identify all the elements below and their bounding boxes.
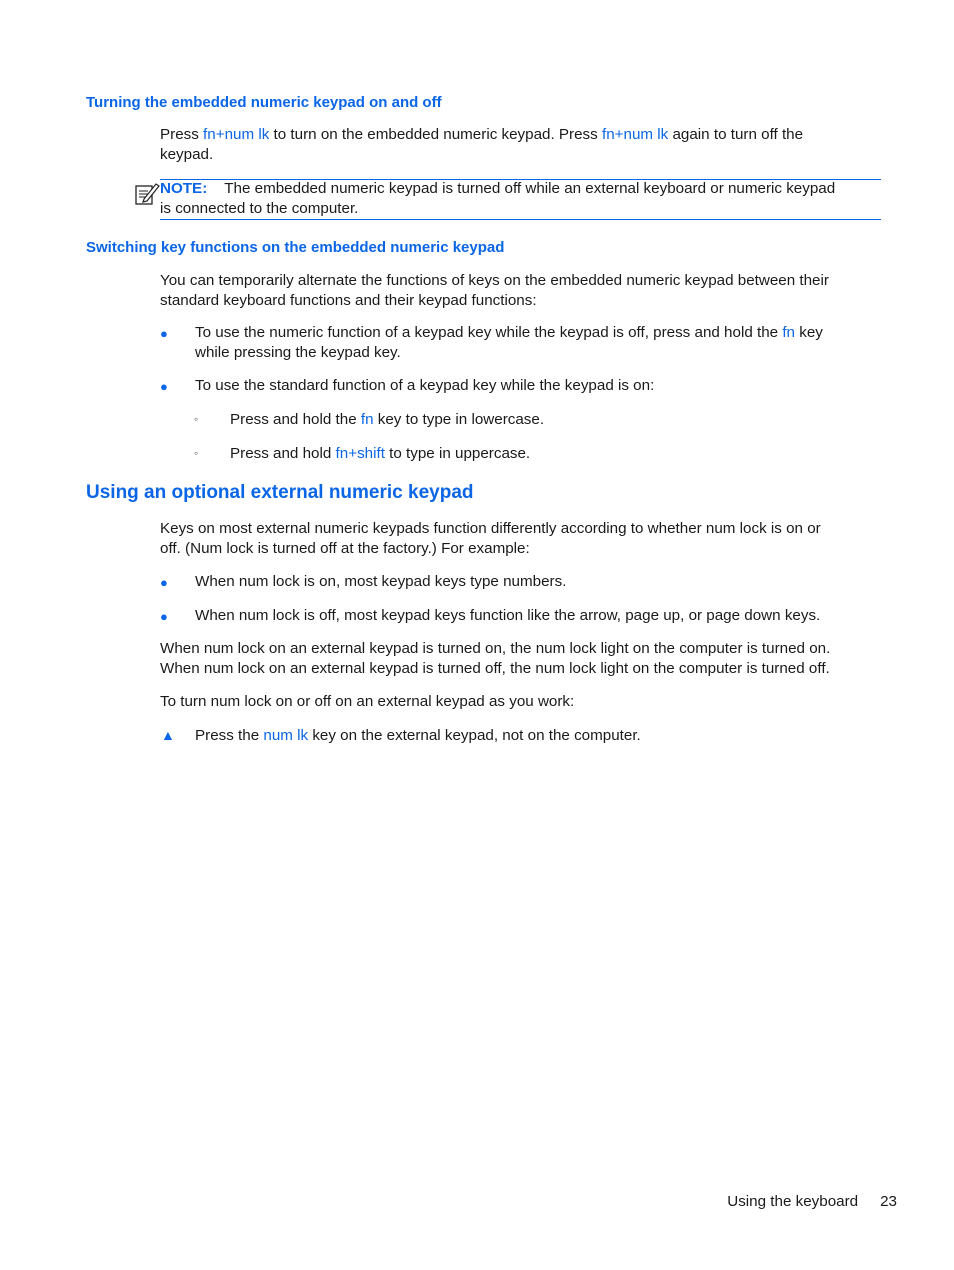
text: Press and hold: [230, 445, 336, 462]
note-pencil-icon: [134, 181, 160, 207]
key-num-lk: num lk: [263, 727, 309, 744]
paragraph-line: When num lock on an external keypad is turned off, the num lock light on the computer is turned off.: [160, 659, 830, 677]
note-line: is connected to the computer.: [160, 199, 359, 217]
text: Press and hold the: [230, 411, 361, 428]
text: Press the: [195, 727, 264, 744]
bullet-icon: ●: [160, 379, 168, 394]
bullet-icon: ●: [160, 575, 168, 590]
paragraph-line: keypad.: [160, 145, 214, 163]
key-fn: fn: [782, 324, 795, 341]
text: to type in uppercase.: [384, 445, 531, 462]
footer-section-title: Using the keyboard: [727, 1193, 859, 1210]
key-fn-numlk: fn+num lk: [203, 126, 270, 143]
text: Press: [160, 126, 204, 143]
text: The embedded numeric keypad is turned off while an external keyboard or numeric keypad: [224, 180, 836, 197]
sub-list-item: [230, 444, 880, 464]
key-fn-numlk: fn+num lk: [601, 126, 669, 143]
list-line: [195, 323, 880, 343]
paragraph-intro: [160, 271, 880, 310]
section-heading-turning-keypad: Turning the embedded numeric keypad on and off: [86, 94, 442, 111]
sub-bullet-icon: ◦: [194, 412, 199, 426]
bullet-icon: ●: [160, 609, 168, 624]
list-line: while pressing the keypad key.: [195, 343, 401, 361]
paragraph-external-intro: [160, 519, 880, 558]
bullet-icon: ●: [160, 326, 168, 341]
paragraph-line: Keys on most external numeric keypads function differently according to whether num lock is on or: [160, 520, 821, 537]
paragraph-press-fn-numlk: [160, 125, 880, 164]
list-item: When num lock is off, most keypad keys function like the arrow, page up, or page down keys.: [195, 607, 821, 624]
step-item: [195, 726, 880, 746]
paragraph-line: off. (Num lock is turned off at the factory.) For example:: [160, 539, 530, 557]
sub-bullet-icon: ◦: [194, 446, 199, 460]
text: again to turn off the: [668, 126, 804, 143]
key-fn: fn: [360, 411, 374, 428]
text: key: [795, 324, 823, 341]
paragraph-line: [160, 125, 880, 145]
text: key to type in lowercase.: [373, 411, 545, 428]
paragraph-line: standard keyboard functions and their keypad functions:: [160, 291, 537, 309]
paragraph-turn-numlock: To turn num lock on or off on an external keypad as you work:: [160, 693, 575, 710]
sub-list-item: [230, 410, 880, 430]
page-footer: [727, 1192, 897, 1212]
list-item: To use the standard function of a keypad key while the keypad is on:: [195, 377, 655, 394]
section-heading-switching-functions: Switching key functions on the embedded numeric keypad: [86, 239, 505, 256]
paragraph-line: You can temporarily alternate the functions of keys on the embedded numeric keypad between their: [160, 272, 829, 289]
step-triangle-icon: ▲: [161, 727, 175, 743]
text: key on the external keypad, not on the computer.: [308, 727, 641, 744]
note-text: [160, 179, 880, 218]
section-heading-external-keypad: Using an optional external numeric keypad: [86, 482, 474, 503]
list-item: When num lock is on, most keypad keys type numbers.: [195, 573, 567, 590]
paragraph-line: When num lock on an external keypad is turned on, the num lock light on the computer is turned on.: [160, 640, 831, 657]
note-line: [160, 179, 880, 199]
text: To use the numeric function of a keypad key while the keypad is off, press and hold the: [195, 324, 783, 341]
paragraph-numlock-light: [160, 639, 880, 678]
list-item: [195, 323, 880, 362]
text: to turn on the embedded numeric keypad. Press: [269, 126, 602, 143]
page-number: 23: [880, 1193, 897, 1210]
key-fn-shift: fn+shift: [335, 445, 385, 462]
note-label: NOTE:: [160, 180, 208, 197]
